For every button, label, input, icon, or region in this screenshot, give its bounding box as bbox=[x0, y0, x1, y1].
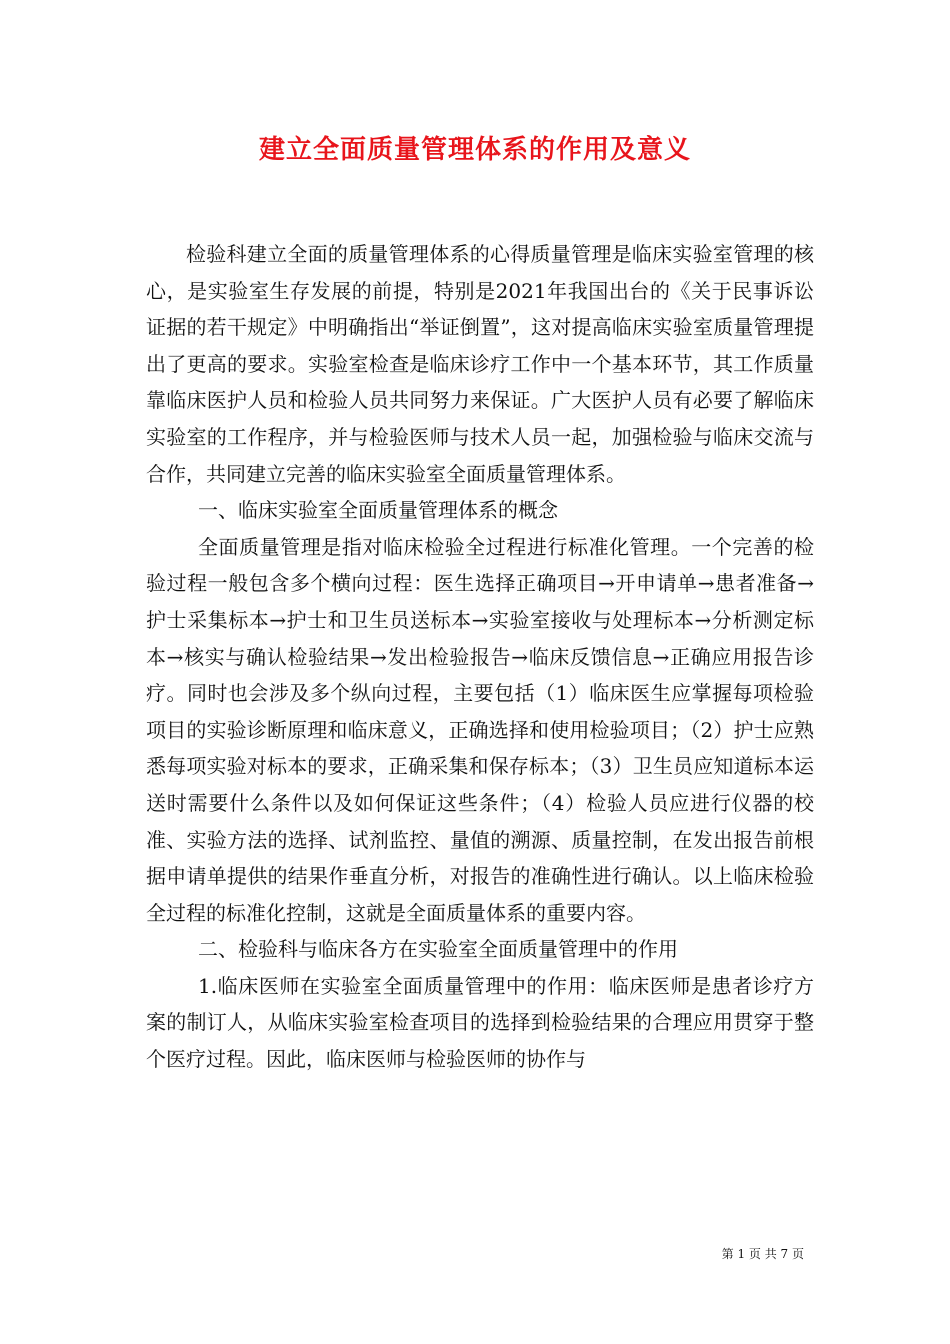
section-heading-1: 一、临床实验室全面质量管理体系的概念 bbox=[198, 498, 558, 523]
section-heading-2: 二、检验科与临床各方在实验室全面质量管理中的作用 bbox=[198, 937, 678, 962]
document-title: 建立全面质量管理体系的作用及意义 bbox=[258, 135, 691, 165]
paragraph-intro: 检验科建立全面的质量管理体系的心得质量管理是临床实验室管理的核心，是实验室生存发展的前提，特别是2021年我国出台的《关于民事诉讼证据的若干规定》中明确指出“举证倒置”，这对提高临床实验室质量管理提出了更高的要求。实验室检查是临床诊疗工作中一个基本环节，其工作质量靠临床医护人员和检验人员共同努力来保证。广大医护人员有必要了解临床实验室的工作程序，并与检验医师与技术人员一起，加强检验与临床交流与合作，共同建立完善的临床实验室全面质量管理体系。 bbox=[146, 242, 814, 486]
page-number: 第 1 页 共 7 页 bbox=[721, 1247, 804, 1261]
paragraph-clinician-role: 1.临床医师在实验室全面质量管理中的作用：临床医师是患者诊疗方案的制订人，从临床实验室检查项目的选择到检验结果的合理应用贯穿于整个医疗过程。因此，临床医师与检验医师的协作与 bbox=[146, 973, 814, 1072]
paragraph-concept: 全面质量管理是指对临床检验全过程进行标准化管理。一个完善的检验过程一般包含多个横向过程：医生选择正确项目→开申请单→患者准备→护士采集标本→护士和卫生员送标本→实验室接收与处理标本→分析测定标本→核实与确认检验结果→发出检验报告→临床反馈信息→正确应用报告诊疗。同时也会涉及多个纵向过程，主要包括（1）临床医生应掌握每项检验项目的实验诊断原理和临床意义，正确选择和使用检验项目；（2）护士应熟悉每项实验对标本的要求，正确采集和保存标本；（3）卫生员应知道标本运送时需要什么条件以及如何保证这些条件；（4）检验人员应进行仪器的校准、实验方法的选择、试剂监控、量值的溯源、质量控制，在发出报告前根据申请单提供的结果作垂直分析，对报告的准确性进行确认。以上临床检验全过程的标准化控制，这就是全面质量体系的重要内容。 bbox=[146, 534, 814, 925]
document-body bbox=[146, 236, 814, 1078]
